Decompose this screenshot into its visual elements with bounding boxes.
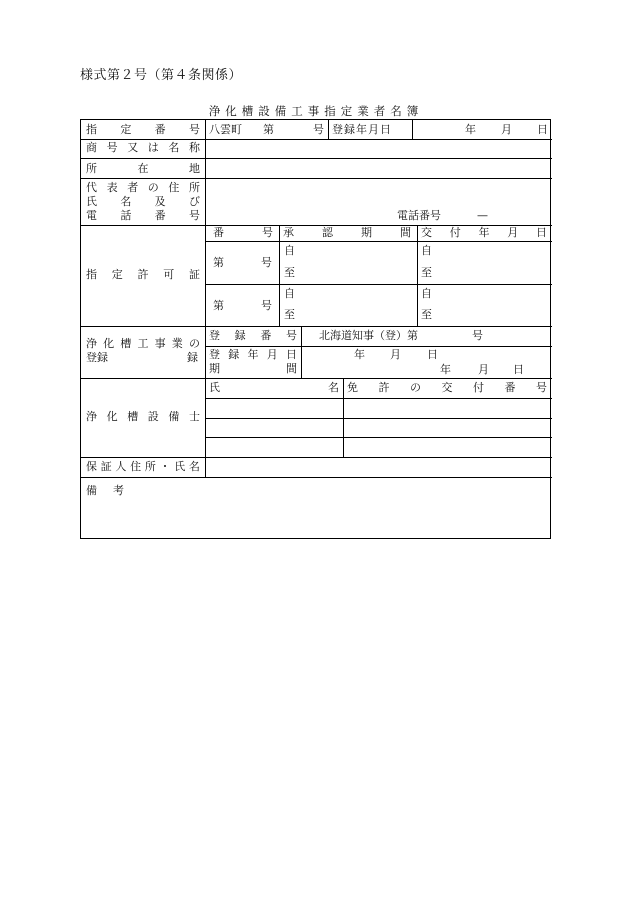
period-year: 年: [440, 363, 451, 376]
permit-1-to: 至: [284, 266, 295, 279]
label-char: ・: [159, 460, 171, 473]
phone-number-label: [86, 209, 200, 223]
rule: [81, 457, 552, 458]
label-char: 許: [137, 268, 149, 281]
issue-date-header: [421, 226, 547, 240]
label-char: 備: [168, 410, 180, 423]
label-char: 録: [228, 348, 240, 361]
label-char: 所: [86, 162, 97, 175]
period-label-2: 間: [286, 362, 297, 375]
label-char: 名: [328, 381, 339, 394]
label-char: 代: [86, 181, 97, 194]
designation-number-label: [86, 123, 200, 137]
label-char: 士: [188, 410, 200, 423]
label-char: 定: [111, 268, 123, 281]
label-char: 表: [106, 181, 118, 194]
label-char: 話: [120, 209, 132, 222]
label-char: 付: [449, 226, 461, 239]
label-char: 番: [504, 381, 516, 394]
label-char: び: [188, 195, 200, 208]
label-char: 化: [103, 337, 115, 350]
rule: [205, 241, 552, 242]
day-label: 日: [537, 123, 548, 136]
permit-1-from: 自: [284, 244, 295, 257]
rule: [301, 326, 302, 378]
permit-number-header: [213, 226, 273, 240]
label-char: 号: [106, 141, 118, 154]
phone-prefix: 電話番号: [397, 209, 441, 222]
label-char: の: [147, 181, 159, 194]
period-month: 月: [478, 363, 489, 376]
label-char: 号: [188, 209, 200, 222]
designation-dai: 第: [263, 123, 274, 136]
approval-period-header: [283, 226, 411, 240]
designation-town: 八雲町: [209, 123, 242, 136]
label-char: 称: [188, 141, 200, 154]
label-text: [86, 268, 200, 282]
reg-year: 年: [354, 348, 365, 361]
period-label-1: 期: [209, 362, 220, 375]
label-char: の: [410, 381, 421, 394]
label-char: 号: [536, 381, 547, 394]
label-char: 商: [86, 141, 97, 154]
septic-business-label-1: [86, 337, 200, 351]
label-char: 指: [86, 123, 97, 136]
label-char: 地: [189, 162, 200, 175]
label-text: [86, 162, 200, 176]
label-text: [86, 181, 200, 195]
label-char: 所: [144, 460, 156, 473]
label-text: [347, 381, 547, 395]
rule: [81, 326, 552, 327]
name-header: [209, 381, 339, 395]
phone-dash: —: [477, 209, 488, 222]
label-char: 号: [188, 123, 200, 136]
label-char: 年: [247, 348, 259, 361]
label-char: 可: [163, 268, 175, 281]
registration-date-label: 登録年月日: [332, 123, 392, 136]
rule: [343, 378, 344, 457]
license-number-header: [347, 381, 547, 395]
label-text: [209, 381, 339, 395]
label-char: 氏: [174, 460, 186, 473]
registration-number-label: [209, 329, 297, 343]
label-char: は: [147, 141, 159, 154]
label-char: 番: [213, 226, 224, 239]
label-char: 浄: [86, 410, 97, 423]
rule: [205, 284, 552, 285]
permit-2-issue-from: 自: [421, 287, 432, 300]
permit-2-from: 自: [284, 287, 295, 300]
label-char: 号: [262, 226, 273, 239]
label-text: [86, 123, 200, 137]
period-day: 日: [513, 363, 524, 376]
label-text: [86, 141, 200, 155]
technician-label: [86, 410, 200, 424]
septic-business-label-2: 登録: [86, 351, 108, 364]
label-char: 槽: [127, 410, 139, 423]
label-char: 号: [285, 329, 297, 342]
label-text: [86, 460, 200, 474]
permit-label: [86, 268, 200, 282]
permit-2-to: 至: [284, 308, 295, 321]
label-char: 者: [127, 181, 139, 194]
label-text: [213, 226, 273, 240]
representative-address-label: [86, 181, 200, 195]
label-char: 名: [188, 460, 200, 473]
label-char: 在: [137, 162, 149, 175]
permit-2-issue-to: 至: [421, 308, 432, 321]
label-char: 証: [100, 460, 112, 473]
label-char: 年: [478, 226, 490, 239]
label-char: 免: [347, 381, 358, 394]
permit-1-dai: 第: [213, 256, 224, 269]
rule: [205, 418, 552, 419]
label-text: [86, 195, 200, 209]
permit-1-issue-from: 自: [421, 244, 432, 257]
rule: [205, 120, 206, 477]
label-char: 設: [147, 410, 159, 423]
rule: [81, 139, 552, 140]
reg-month: 月: [390, 348, 401, 361]
label-char: 間: [400, 226, 411, 239]
label-char: 名: [120, 195, 132, 208]
rule: [328, 120, 329, 139]
label-char: 月: [507, 226, 519, 239]
label-char: 許: [378, 381, 390, 394]
location-label: [86, 162, 200, 176]
label-char: 交: [421, 226, 432, 239]
label-char: 承: [283, 226, 294, 239]
hokkaido-governor-registration: 北海道知事（登）第: [319, 329, 418, 342]
label-char: 登: [209, 348, 220, 361]
label-char: 日: [536, 226, 547, 239]
label-char: 番: [154, 209, 166, 222]
label-char: 又: [127, 141, 139, 154]
label-char: 電: [86, 209, 97, 222]
trade-name-label: [86, 141, 200, 155]
label-char: 名: [168, 141, 180, 154]
guarantor-label: [86, 460, 200, 474]
label-char: 証: [189, 268, 200, 281]
label-text: [86, 337, 200, 351]
label-char: 住: [130, 460, 142, 473]
label-char: 番: [260, 329, 272, 342]
rule: [205, 437, 552, 438]
permit-1-issue-to: 至: [421, 266, 432, 279]
label-char: 槽: [120, 337, 132, 350]
rule: [279, 225, 280, 326]
label-char: の: [188, 337, 200, 350]
designation-go: 号: [313, 123, 324, 136]
rule: [412, 120, 413, 139]
rule: [417, 225, 418, 326]
label-char: 業: [171, 337, 183, 350]
label-char: 化: [106, 410, 118, 423]
label-char: 人: [115, 460, 127, 473]
permit-2-go: 号: [261, 299, 272, 312]
permit-2-dai: 第: [213, 299, 224, 312]
label-char: 番: [154, 123, 166, 136]
month-label: 月: [501, 123, 512, 136]
label-text: [86, 410, 200, 424]
label-char: 保: [86, 460, 97, 473]
label-char: 録: [234, 329, 246, 342]
label-char: 交: [441, 381, 453, 394]
reg-day: 日: [427, 348, 438, 361]
label-char: 指: [86, 268, 97, 281]
septic-business-label-2b: 録: [187, 351, 198, 364]
registry-form-table: [80, 119, 551, 539]
rule: [81, 378, 552, 379]
label-char: 月: [266, 348, 278, 361]
label-text: [209, 329, 297, 343]
rule: [205, 398, 552, 399]
label-char: 及: [154, 195, 166, 208]
rule: [81, 178, 552, 179]
label-char: 日: [286, 348, 297, 361]
registration-go: 号: [472, 329, 483, 342]
label-char: 期: [361, 226, 372, 239]
permit-1-go: 号: [261, 256, 272, 269]
label-char: 認: [322, 226, 333, 239]
rule: [81, 477, 552, 478]
remarks-label: 備考: [86, 484, 140, 497]
rule: [81, 158, 552, 159]
representative-name-label: [86, 195, 200, 209]
year-label: 年: [465, 123, 476, 136]
label-char: 事: [154, 337, 166, 350]
label-char: 所: [188, 181, 200, 194]
rule: [205, 346, 552, 347]
label-text: [86, 209, 200, 223]
label-char: 登: [209, 329, 220, 342]
registration-date-label-2: [209, 348, 297, 362]
label-char: 住: [168, 181, 180, 194]
label-char: 浄: [86, 337, 97, 350]
label-char: 工: [137, 337, 149, 350]
label-text: [209, 348, 297, 362]
label-char: 氏: [209, 381, 220, 394]
label-text: [283, 226, 411, 240]
label-char: 氏: [86, 195, 97, 208]
label-text: [421, 226, 547, 240]
form-reference: 様式第２号（第４条関係）: [80, 68, 243, 83]
label-char: 定: [120, 123, 132, 136]
label-char: 付: [473, 381, 484, 394]
document-title: 浄化槽設備工事指定業者名簿: [208, 104, 424, 118]
